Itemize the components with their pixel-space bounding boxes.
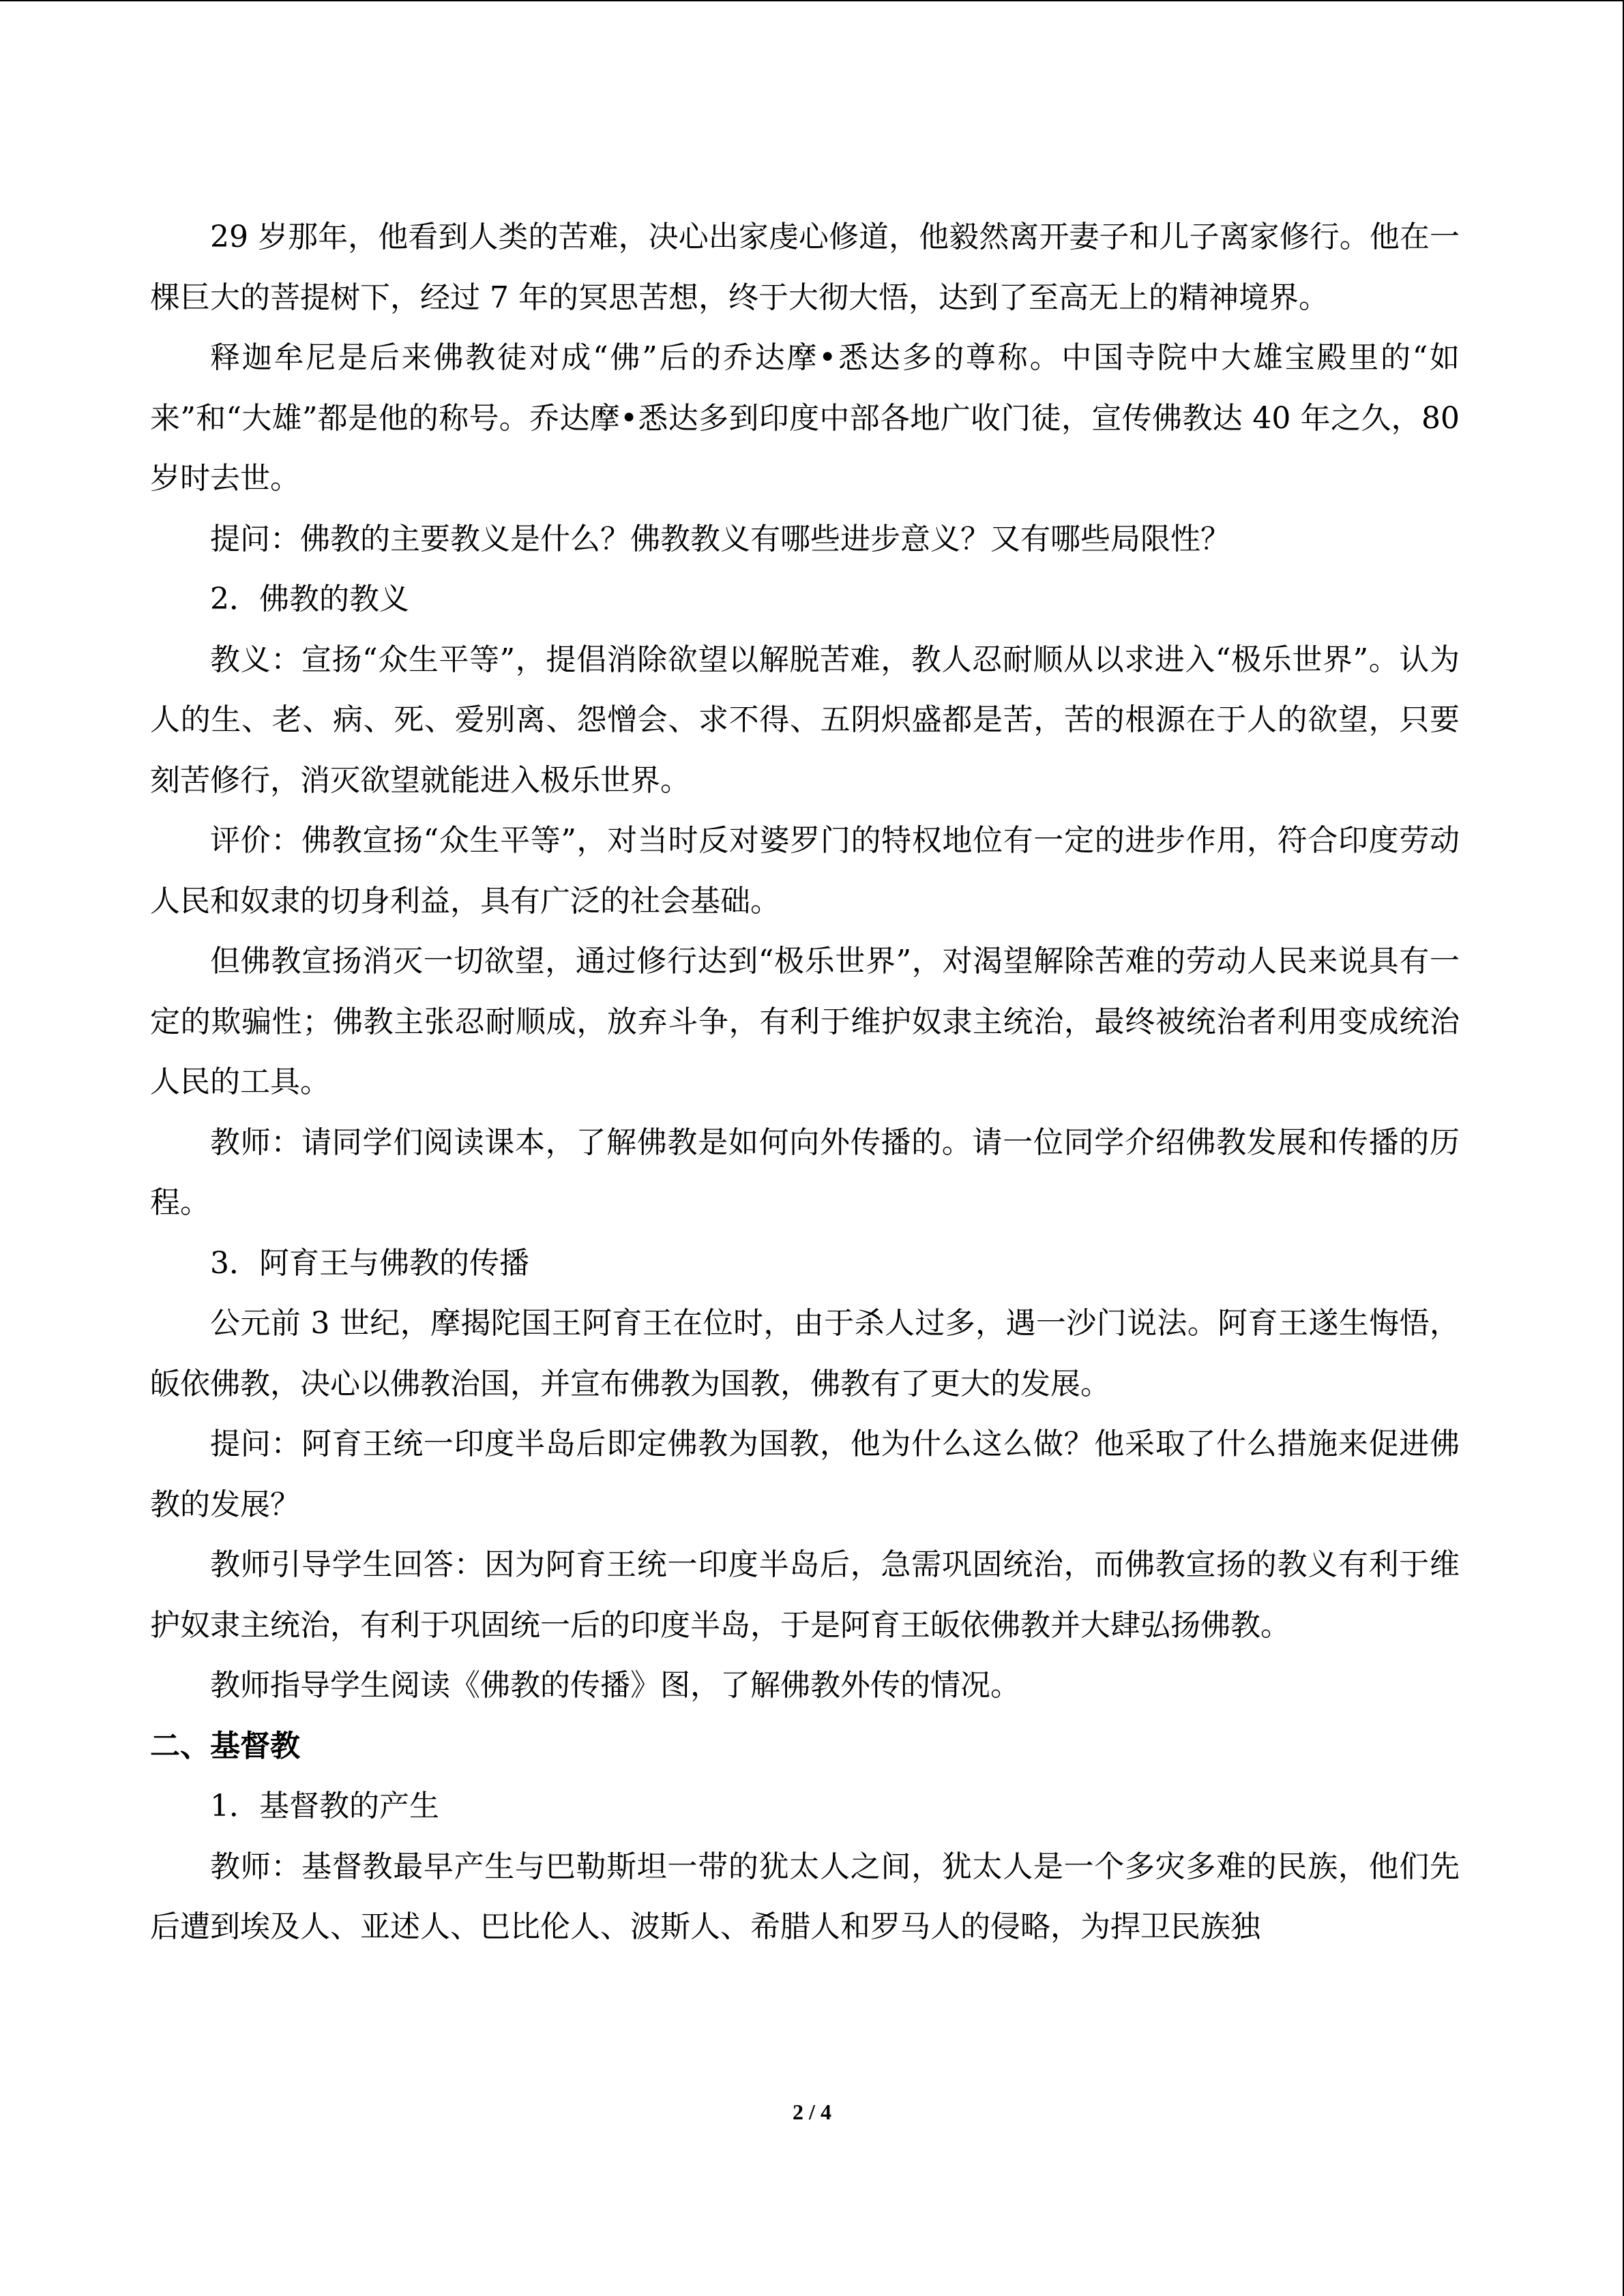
paragraph-asoka-history: 公元前 3 世纪，摩揭陀国王阿育王在位时，由于杀人过多，遇一沙门说法。阿育王遂生悔悟，皈依佛教，决心以佛教治国，并宣布佛教为国教，佛教有了更大的发展。 bbox=[150, 1306, 1460, 1401]
paragraph-evaluation: 评价：佛教宣扬“众生平等”，对当时反对婆罗门的特权地位有一定的进步作用，符合印度劳动人民和奴隶的切身利益，具有广泛的社会基础。 bbox=[150, 823, 1460, 919]
section-heading-christianity: 二、基督教 bbox=[150, 1728, 300, 1763]
paragraph-question-asoka: 提问：阿育王统一印度半岛后即定佛教为国教，他为什么这么做？他采取了什么措施来促进佛教的发展？ bbox=[150, 1427, 1460, 1522]
subheading-buddhist-doctrine: 2．佛教的教义 bbox=[210, 582, 409, 616]
subheading-christianity-origin: 1．基督教的产生 bbox=[210, 1789, 439, 1823]
paragraph-christianity-origin: 教师：基督教最早产生与巴勒斯坦一带的犹太人之间，犹太人是一个多灾多难的民族，他们先后遭到埃及人、亚述人、巴比伦人、波斯人、希腊人和罗马人的侵略，为捍卫民族独 bbox=[150, 1849, 1460, 1944]
subheading-asoka: 3．阿育王与佛教的传播 bbox=[210, 1245, 529, 1281]
paragraph-doctrine: 教义：宣扬“众生平等”，提倡消除欲望以解脱苦难，教人忍耐顺从以求进入“极乐世界”。认为人的生、老、病、死、爱别离、怨憎会、求不得、五阴炽盛都是苦，苦的根源在于人的欲望，只要刻苦修行，消灭欲望就能进入极乐世界。 bbox=[150, 642, 1460, 798]
page-content bbox=[150, 207, 1460, 1958]
paragraph-answer-asoka: 教师引导学生回答：因为阿育王统一印度半岛后，急需巩固统治，而佛教宣扬的教义有利于维护奴隶主统治，有利于巩固统一后的印度半岛，于是阿育王皈依佛教并大肆弘扬佛教。 bbox=[150, 1547, 1460, 1643]
paragraph-shakyamuni-title: 释迦牟尼是后来佛教徒对成“佛”后的乔达摩•悉达多的尊称。中国寺院中大雄宝殿里的“如来”和“大雄”都是他的称号。乔达摩•悉达多到印度中部各地广收门徒，宣传佛教达 40 年之久，80 岁时去世。 bbox=[150, 340, 1460, 496]
paragraph-teacher-reading: 教师：请同学们阅读课本，了解佛教是如何向外传播的。请一位同学介绍佛教发展和传播的历程。 bbox=[150, 1124, 1460, 1220]
paragraph-buddha-enlightenment: 29 岁那年，他看到人类的苦难，决心出家虔心修道，他毅然离开妻子和儿子离家修行。他在一棵巨大的菩提树下，经过 7 年的冥思苦想，终于大彻大悟，达到了至高无上的精神境界。 bbox=[150, 220, 1460, 315]
page-number: 2 / 4 bbox=[793, 2100, 831, 2124]
paragraph-map-reading: 教师指导学生阅读《佛教的传播》图，了解佛教外传的情况。 bbox=[210, 1668, 1020, 1703]
paragraph-question-doctrine: 提问：佛教的主要教义是什么？佛教教义有哪些进步意义？又有哪些局限性？ bbox=[210, 521, 1230, 556]
paragraph-limitations: 但佛教宣扬消灭一切欲望，通过修行达到“极乐世界”，对渴望解除苦难的劳动人民来说具有一定的欺骗性；佛教主张忍耐顺成，放弃斗争，有利于维护奴隶主统治，最终被统治者利用变成统治人民的工具。 bbox=[150, 944, 1460, 1099]
